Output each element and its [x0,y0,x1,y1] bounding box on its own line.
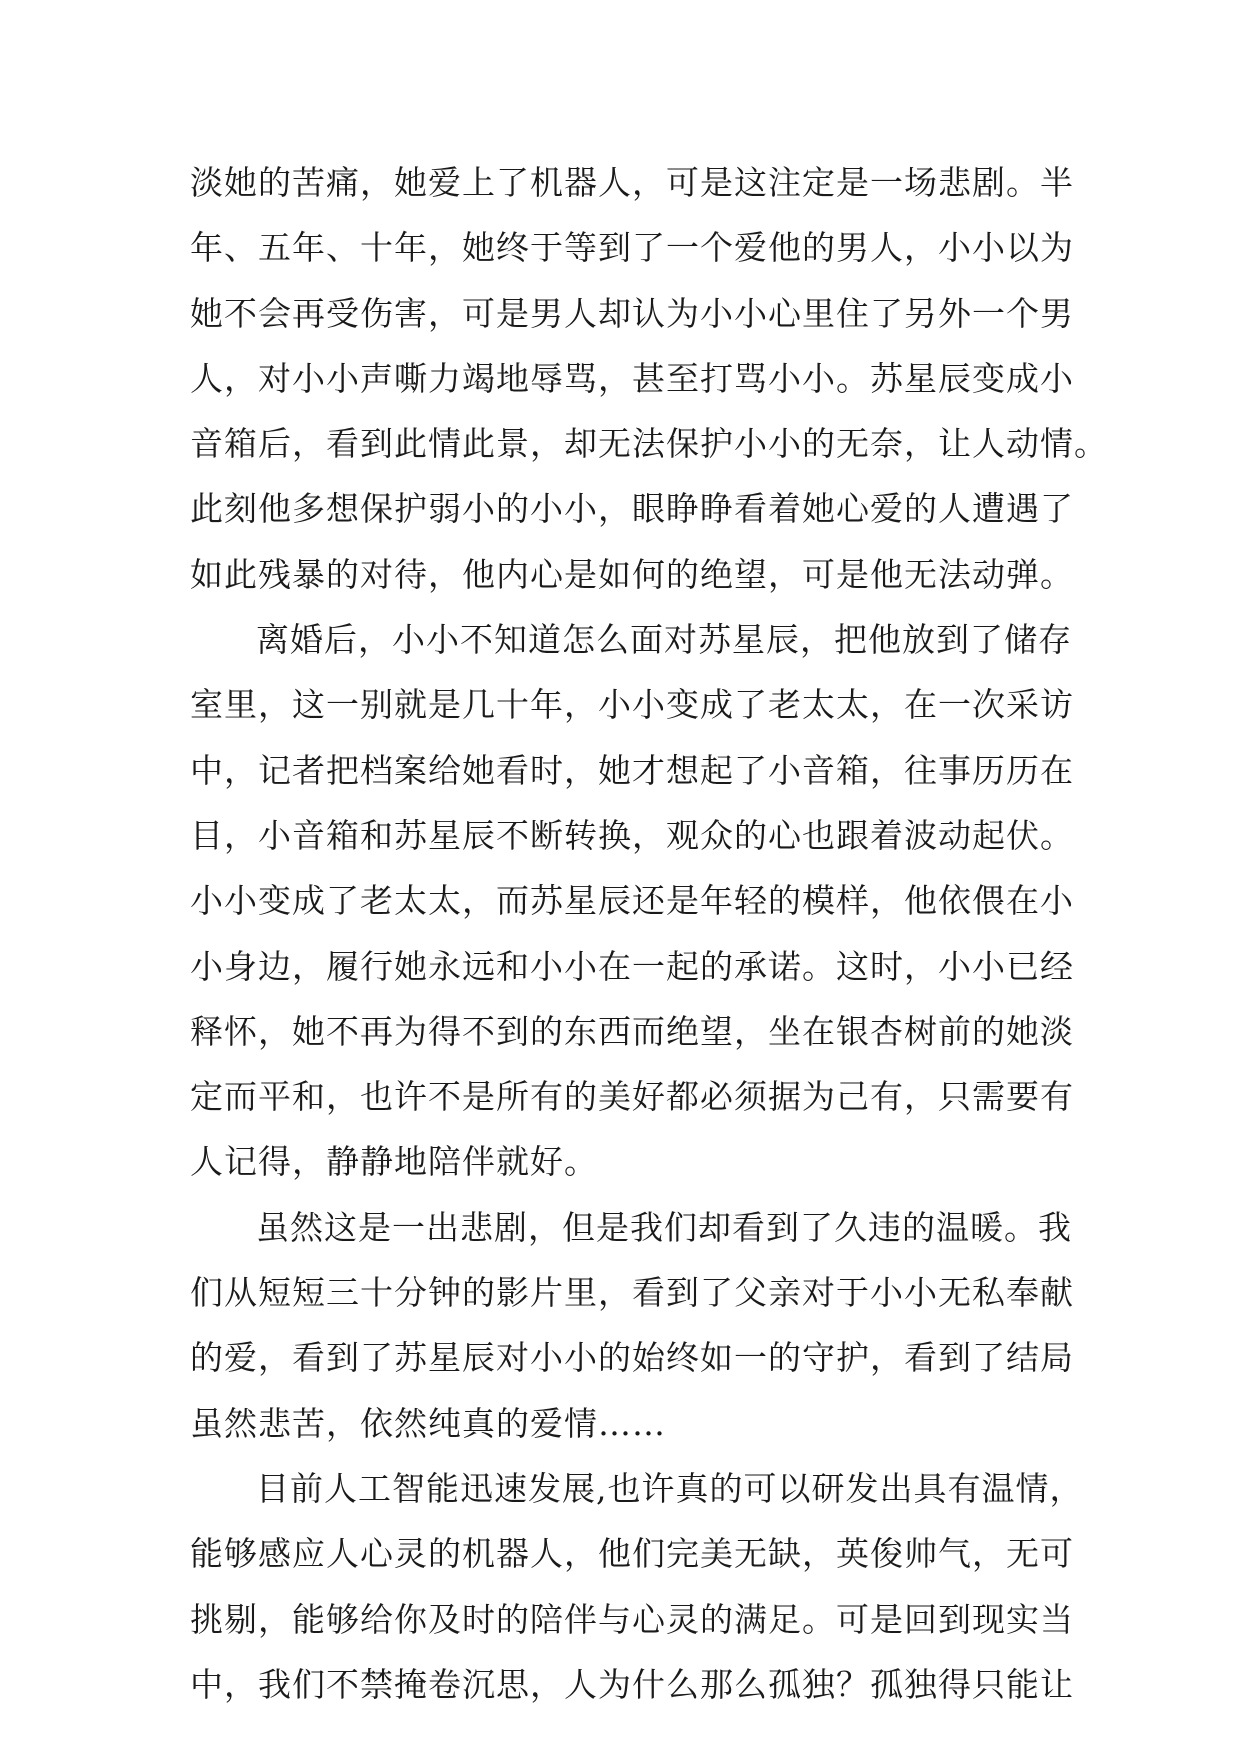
text-line: 虽然这是一出悲剧，但是我们却看到了久违的温暖。我 [256,1207,1072,1247]
text-line: 小小变成了老太太，而苏星辰还是年轻的模样，他依偎在小 [190,881,1074,921]
text-line: 能够感应人心灵的机器人，他们完美无缺，英俊帅气，无可 [190,1534,1074,1574]
text-line: 中，记者把档案给她看时，她才想起了小音箱，往事历历在 [190,750,1074,790]
text-line: 人，对小小声嘶力竭地辱骂，甚至打骂小小。苏星辰变成小 [190,358,1074,398]
text-line: 释怀，她不再为得不到的东西而绝望，坐在银杏树前的她淡 [190,1011,1074,1051]
text-line: 淡她的苦痛，她爱上了机器人，可是这注定是一场悲剧。半 [190,163,1074,202]
text-line: 如此残暴的对待，他内心是如何的绝望，可是他无法动弹。 [190,554,1074,594]
text-line: 人记得，静静地陪伴就好。 [190,1142,598,1182]
text-line: 室里，这一别就是几十年，小小变成了老太太，在一次采访 [190,685,1074,725]
text-line: 小身边，履行她永远和小小在一起的承诺。这时，小小已经 [190,946,1074,986]
text-line: 们从短短三十分钟的影片里，看到了父亲对于小小无私奉献 [190,1273,1074,1313]
text-line: 虽然悲苦，依然纯真的爱情…… [190,1403,666,1443]
text-line: 此刻他多想保护弱小的小小，眼睁睁看着她心爱的人遭遇了 [190,489,1074,529]
text-line: 目前人工智能迅速发展,也许真的可以研发出具有温情， [256,1468,1084,1508]
text-line: 年、五年、十年，她终于等到了一个爱他的男人，小小以为 [190,228,1074,268]
text-line: 中，我们不禁掩卷沉思，人为什么那么孤独？孤独得只能让 [190,1664,1074,1704]
text-line: 离婚后，小小不知道怎么面对苏星辰，把他放到了储存 [256,620,1072,660]
body-text [190,163,1108,1730]
text-line: 定而平和，也许不是所有的美好都必须据为己有，只需要有 [190,1077,1074,1117]
text-line: 目，小音箱和苏星辰不断转换，观众的心也跟着波动起伏。 [190,815,1074,855]
text-line: 挑剔，能够给你及时的陪伴与心灵的满足。可是回到现实当 [190,1599,1074,1639]
text-line: 的爱，看到了苏星辰对小小的始终如一的守护，看到了结局 [190,1338,1074,1378]
text-line: 音箱后，看到此情此景，却无法保护小小的无奈，让人动情。 [190,424,1108,464]
text-line: 她不会再受伤害，可是男人却认为小小心里住了另外一个男 [190,293,1074,333]
